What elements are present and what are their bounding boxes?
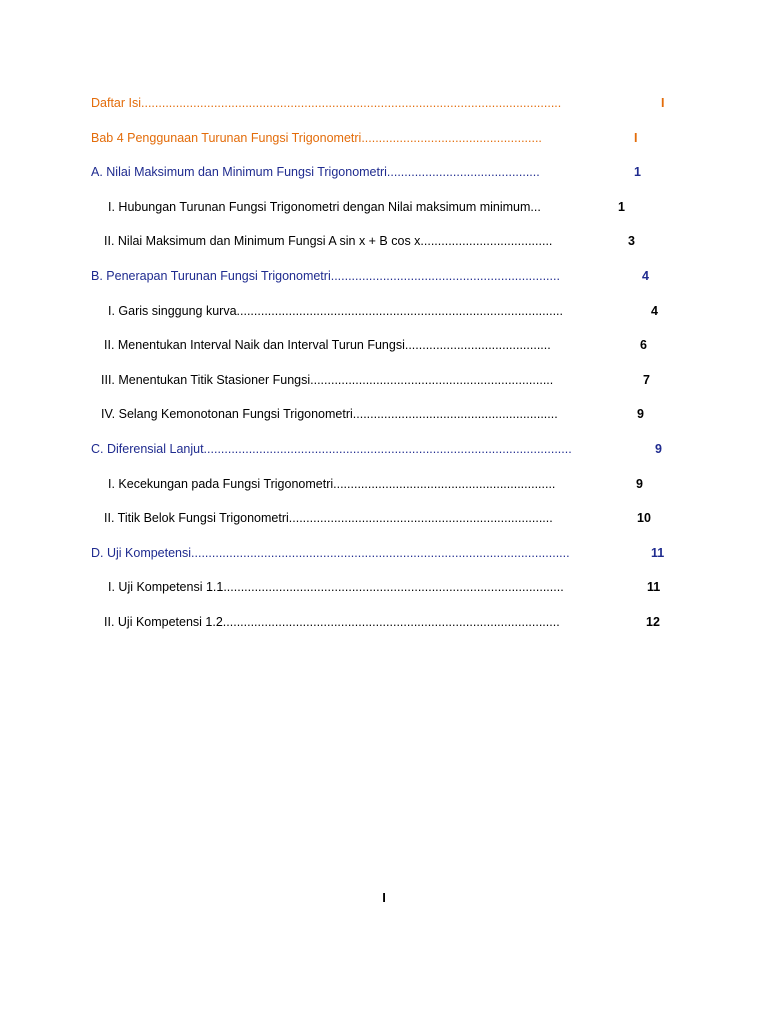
toc-entry-title: I. Hubungan Turunan Fungsi Trigonometri dengan Nilai maksimum minimum... xyxy=(108,199,541,214)
toc-entry xyxy=(0,432,768,467)
toc-entry-page-number: 9 xyxy=(637,407,644,422)
toc-entry-title: II. Menentukan Interval Naik dan Interval Turun Fungsi.......................................... xyxy=(104,338,551,353)
toc-entry xyxy=(0,224,768,259)
toc-entry-title: D. Uji Kompetensi............................................................................................................. xyxy=(91,545,570,560)
toc-entry-title: II. Nilai Maksimum dan Minimum Fungsi A sin x + B cos x...................................... xyxy=(104,234,553,249)
toc-entry xyxy=(0,467,768,502)
toc-entry-title: Bab 4 Penggunaan Turunan Fungsi Trigonometri.................................................... xyxy=(91,130,542,145)
toc-entry-title: B. Penerapan Turunan Fungsi Trigonometri.................................................................. xyxy=(91,268,560,283)
toc-entry-title: Daftar Isi......................................................................................................................... xyxy=(91,96,562,110)
toc-entry xyxy=(0,501,768,536)
toc-entry-page-number: 3 xyxy=(628,234,635,249)
toc-entry-title: A. Nilai Maksimum dan Minimum Fungsi Trigonometri............................................ xyxy=(91,165,540,180)
toc-entry-title: II. Uji Kompetensi 1.2................................................................................................. xyxy=(104,614,560,629)
toc-entry-title: IV. Selang Kemonotonan Fungsi Trigonometri........................................................... xyxy=(101,407,558,422)
toc-entry xyxy=(0,155,768,190)
toc-entry-page-number: 1 xyxy=(634,165,641,180)
toc-entry-title: I. Garis singgung kurva.............................................................................................. xyxy=(108,303,563,318)
toc-entry-page-number: 11 xyxy=(647,580,661,595)
table-of-contents xyxy=(0,86,768,640)
page-number: I xyxy=(382,890,386,905)
toc-entry xyxy=(0,294,768,329)
toc-entry-page-number: I xyxy=(661,96,665,110)
toc-entry xyxy=(0,363,768,398)
toc-entry-page-number: 4 xyxy=(651,303,658,318)
toc-entry-page-number: 12 xyxy=(646,614,660,629)
toc-entry-page-number: I xyxy=(634,130,638,145)
toc-entry-page-number: 9 xyxy=(636,476,643,491)
toc-entry-page-number: 7 xyxy=(643,372,650,387)
toc-entry-page-number: 4 xyxy=(642,268,649,283)
toc-entry xyxy=(0,86,768,121)
toc-entry-page-number: 10 xyxy=(637,511,651,526)
toc-entry-title: C. Diferensial Lanjut.......................................................................................................... xyxy=(91,441,572,456)
toc-entry-title: III. Menentukan Titik Stasioner Fungsi...................................................................... xyxy=(101,372,554,387)
toc-entry-page-number: 9 xyxy=(655,441,662,456)
toc-entry-title: II. Titik Belok Fungsi Trigonometri............................................................................ xyxy=(104,511,553,526)
toc-entry-page-number: 6 xyxy=(640,338,647,353)
toc-entry xyxy=(0,605,768,640)
toc-entry xyxy=(0,190,768,225)
toc-entry xyxy=(0,570,768,605)
toc-entry xyxy=(0,259,768,294)
toc-entry xyxy=(0,397,768,432)
toc-entry xyxy=(0,121,768,156)
toc-entry-page-number: 1 xyxy=(618,199,625,214)
toc-entry xyxy=(0,536,768,571)
toc-entry-title: I. Kecekungan pada Fungsi Trigonometri................................................................ xyxy=(108,476,556,491)
toc-entry-page-number: 11 xyxy=(651,545,665,560)
toc-entry-title: I. Uji Kompetensi 1.1.................................................................................................. xyxy=(108,580,564,595)
toc-entry xyxy=(0,328,768,363)
